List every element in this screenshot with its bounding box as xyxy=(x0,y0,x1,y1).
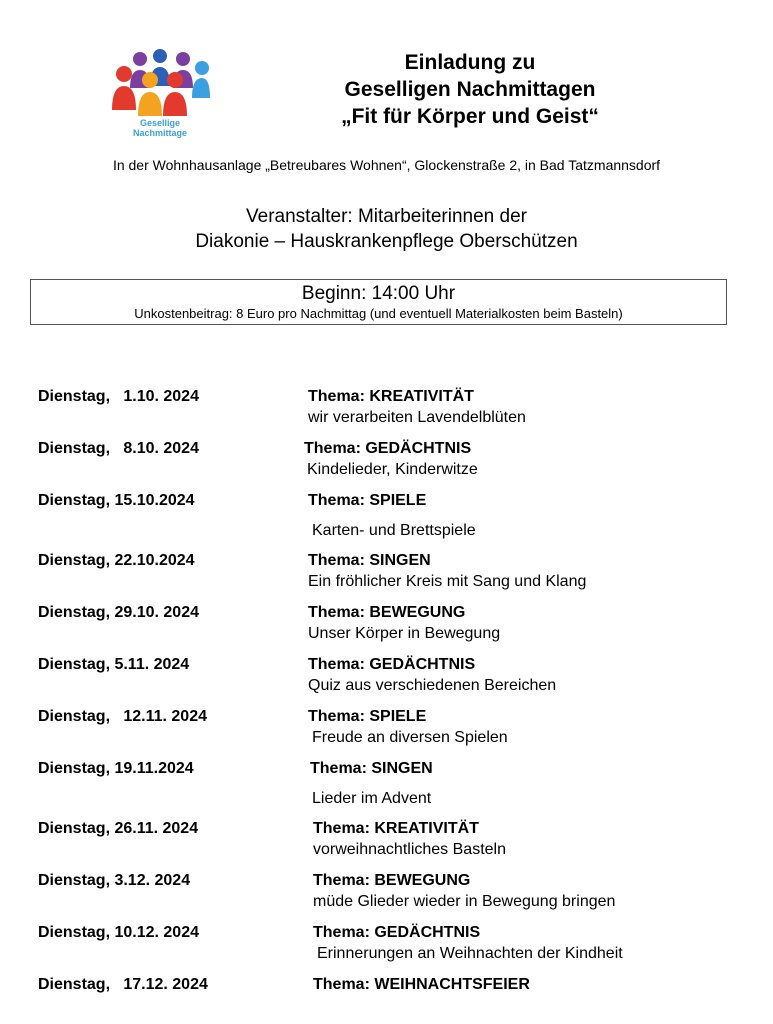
event-theme: Thema: GEDÄCHTNIS xyxy=(308,656,476,673)
gesellige-nachmittage-logo xyxy=(110,48,210,144)
title-line1: Einladung zu xyxy=(404,51,536,74)
event-date: Dienstag, 22.10.2024 xyxy=(38,552,195,569)
event-description: Quiz aus verschiedenen Bereichen xyxy=(308,677,557,694)
event-theme: Thema: BEWEGUNG xyxy=(308,604,466,621)
event-theme: Thema: GEDÄCHTNIS xyxy=(313,924,481,941)
info-box xyxy=(30,279,727,325)
event-description: müde Glieder wieder in Bewegung bringen xyxy=(313,893,616,910)
event-theme: Thema: SINGEN xyxy=(308,552,431,569)
fee-note: Unkostenbeitrag: 8 Euro pro Nachmittag (und eventuell Materialkosten beim Basteln) xyxy=(134,306,623,321)
event-theme: Thema: WEIHNACHTSFEIER xyxy=(313,976,530,993)
event-date: Dienstag, 5.11. 2024 xyxy=(38,656,190,673)
event-date: Dienstag, 26.11. 2024 xyxy=(38,820,199,837)
event-description: Karten- und Brettspiele xyxy=(312,522,476,539)
event-description: Erinnerungen an Weihnachten der Kindheit xyxy=(317,945,623,962)
title-line2: Geselligen Nachmittagen xyxy=(344,78,596,101)
organizer xyxy=(0,204,773,254)
event-date: Dienstag, 15.10.2024 xyxy=(38,492,195,509)
event-date: Dienstag, 1.10. 2024 xyxy=(38,388,199,405)
begin-time: Beginn: 14:00 Uhr xyxy=(301,283,456,304)
logo-text-line1: Gesellige xyxy=(139,118,181,128)
event-theme: Thema: SPIELE xyxy=(308,708,427,725)
location-line: In der Wohnhausanlage „Betreubares Wohnen“, Glockenstraße 2, in Bad Tatzmannsdorf xyxy=(112,157,661,173)
organizer-line1: Veranstalter: Mitarbeiterinnen der xyxy=(246,206,527,227)
event-date: Dienstag, 3.12. 2024 xyxy=(38,872,191,889)
people-group-icon xyxy=(110,48,210,120)
event-date: Dienstag, 12.11. 2024 xyxy=(38,708,207,725)
event-date: Dienstag, 29.10. 2024 xyxy=(38,604,199,621)
event-theme: Thema: SINGEN xyxy=(310,760,433,777)
title-line3: „Fit für Körper und Geist“ xyxy=(341,105,599,128)
event-description: Kindelieder, Kinderwitze xyxy=(307,461,478,478)
event-date: Dienstag, 10.12. 2024 xyxy=(38,924,199,941)
event-theme: Thema: GEDÄCHTNIS xyxy=(304,440,472,457)
organizer-line2: Diakonie – Hauskrankenpflege Oberschützen xyxy=(195,231,578,252)
event-description: wir verarbeiten Lavendelblüten xyxy=(308,409,526,426)
event-theme: Thema: BEWEGUNG xyxy=(313,872,471,889)
event-date: Dienstag, 19.11.2024 xyxy=(38,760,194,777)
event-theme: Thema: SPIELE xyxy=(308,492,427,509)
event-theme: Thema: KREATIVITÄT xyxy=(313,820,479,837)
event-description: Ein fröhlicher Kreis mit Sang und Klang xyxy=(308,573,587,590)
event-description: vorweihnachtliches Basteln xyxy=(313,841,506,858)
event-date: Dienstag, 17.12. 2024 xyxy=(38,976,208,993)
event-theme: Thema: KREATIVITÄT xyxy=(308,388,474,405)
event-description: Freude an diversen Spielen xyxy=(312,729,508,746)
event-date: Dienstag, 8.10. 2024 xyxy=(38,440,199,457)
event-description: Lieder im Advent xyxy=(312,790,432,807)
logo-text-line2: Nachmittage xyxy=(132,128,187,138)
event-description: Unser Körper in Bewegung xyxy=(308,625,501,642)
